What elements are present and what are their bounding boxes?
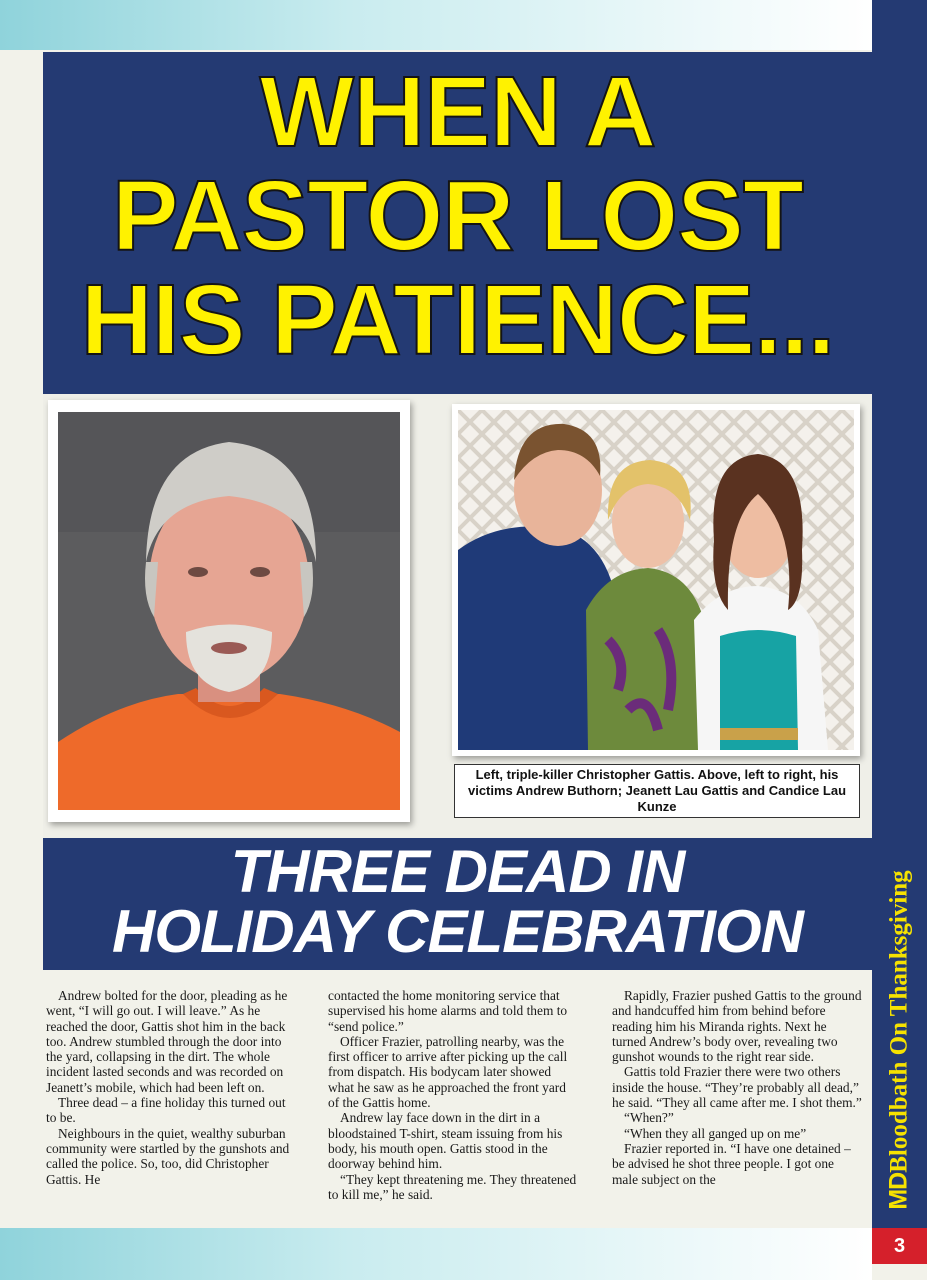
paragraph: Officer Frazier, patrolling nearby, was the first officer to arrive after picking up the call from dispatch. His bodycam later showed what he saw as he approached the front yard of the Gattis home. [328,1033,568,1111]
victims-photo [458,410,854,750]
headline [43,56,872,376]
subheadline-line-2: HOLIDAY CELEBRATION [111,898,803,965]
top-gradient-bar [0,0,872,50]
paragraph: Rapidly, Frazier pushed Gattis to the ground and handcuffed him from behind before reading him his Miranda rights. Next he turned Andrew’s body over, revealing two gunshot wounds to the right rear side. [612,988,862,1065]
paragraph: Andrew bolted for the door, pleading as he went, “I will go out. I will leave.” As he reached the door, Gattis shot him in the back too. Andrew stumbled through the door into the yard, collapsing in the dirt. The whole incident lasted seconds and was recorded on Jeanett’s mobile, which had been left on. [46,988,288,1095]
mugshot-photo [58,412,400,810]
article-column-2 [328,988,578,1202]
article-column-3 [612,988,862,1187]
section-name: Bloodbath On Thanksgiving [885,870,913,1173]
headline-line-3: HIS PATIENCE... [80,264,835,376]
section-title [885,870,914,1209]
paragraph: contacted the home monitoring service that supervised his home alarms and told them to “send police.” [328,988,568,1034]
mugshot-illustration [58,412,400,810]
paragraph: Frazier reported in. “I have one detained – be advised he shot three people. I got one male subject on the [612,1140,851,1187]
brand-logo: MD [884,1172,913,1210]
article-column-1 [46,988,296,1187]
photo-caption: Left, triple-killer Christopher Gattis. Above, left to right, his victims Andrew Buthorn; Jeanett Lau Gattis and Candice Lau Kunze [454,764,860,818]
paragraph: Andrew lay face down in the dirt in a bloodstained T-shirt, steam issuing from his body, his mouth open. Gattis stood in the doorway behind him. [328,1110,563,1172]
paragraph: Gattis told Frazier there were two others inside the house. “They’re probably all dead,” he said. “They all came after me. I shot them.” [612,1064,862,1111]
victims-illustration [458,410,854,750]
paragraph: “They kept threatening me. They threatened to kill me,” he said. [328,1171,577,1202]
left-margin [0,50,43,1228]
subheadline [43,838,872,965]
paragraph: Neighbours in the quiet, wealthy suburban community were startled by the gunshots and called the police. So, too, did Christopher Gattis. He [46,1125,290,1187]
page-number: 3 [872,1228,927,1264]
paragraph: “When they all ganged up on me” [624,1125,807,1141]
subheadline-line-1: THREE DEAD IN [230,838,685,905]
headline-line-1: WHEN A [259,56,656,168]
headline-line-2: PASTOR LOST [112,160,803,272]
bottom-gradient-bar [0,1228,872,1280]
headline-banner [43,52,872,394]
paragraph: “When?” [624,1110,674,1126]
paragraph: Three dead – a fine holiday this turned out to be. [46,1095,286,1126]
subheadline-banner [43,838,872,970]
